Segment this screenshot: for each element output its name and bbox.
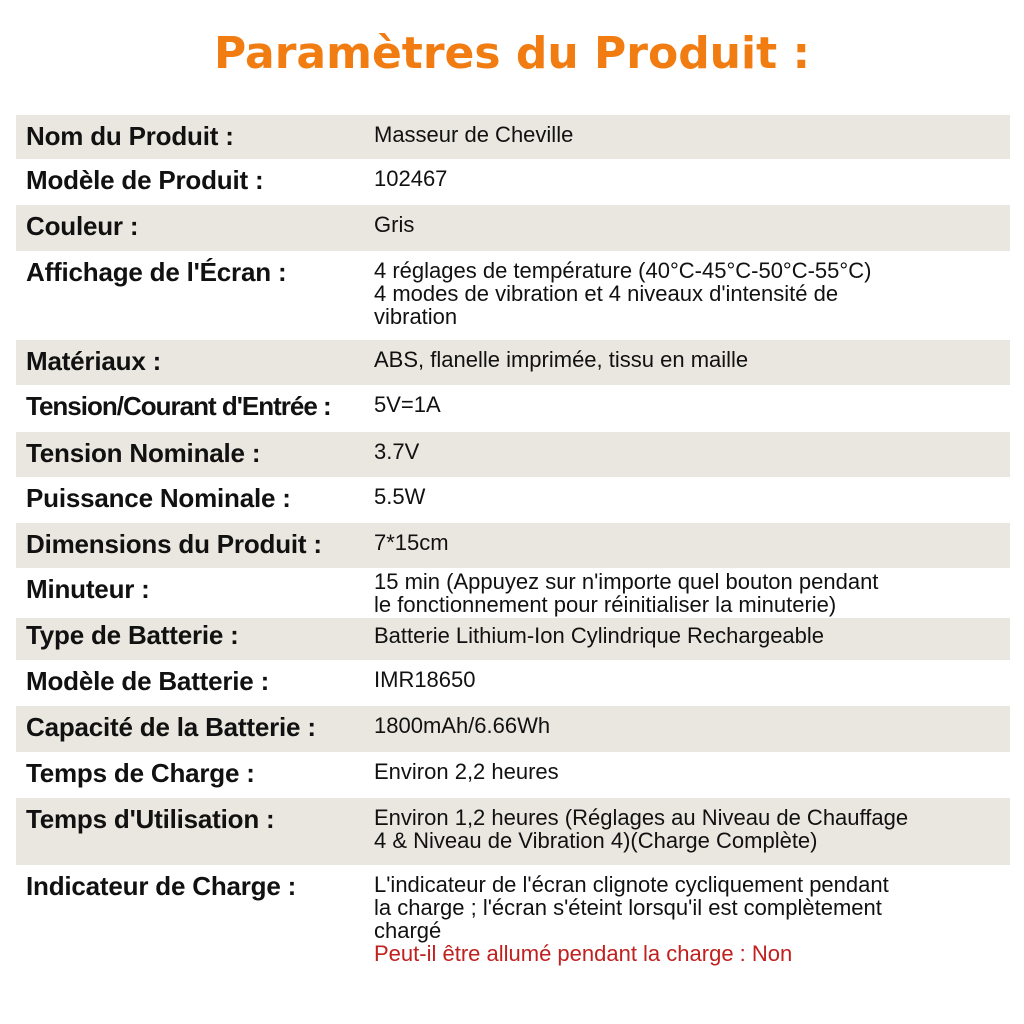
spec-label: Tension/Courant d'Entrée : bbox=[26, 391, 331, 421]
spec-label: Matériaux : bbox=[26, 346, 162, 376]
spec-value-line: Batterie Lithium-Ion Cylindrique Rechargeable bbox=[374, 623, 825, 648]
charge-note: Peut-il être allumé pendant la charge : Non bbox=[374, 941, 793, 966]
spec-value-line: le fonctionnement pour réinitialiser la minuterie) bbox=[374, 592, 837, 617]
spec-value bbox=[362, 660, 1010, 706]
spec-value-line: Masseur de Cheville bbox=[374, 122, 574, 147]
spec-row-dimensions bbox=[16, 523, 1010, 568]
spec-label: Modèle de Batterie : bbox=[26, 666, 270, 696]
spec-label: Temps d'Utilisation : bbox=[26, 804, 275, 834]
spec-value bbox=[362, 159, 1010, 205]
spec-value bbox=[362, 568, 1010, 618]
spec-row-charge-time bbox=[16, 752, 1010, 798]
spec-value-line: 3.7V bbox=[374, 439, 420, 464]
spec-value-line: 5.5W bbox=[374, 484, 426, 509]
spec-row-battery-model bbox=[16, 660, 1010, 706]
spec-value-line: 4 & Niveau de Vibration 4)(Charge Complète) bbox=[374, 828, 818, 853]
spec-value-line: 102467 bbox=[374, 166, 448, 191]
spec-label: Capacité de la Batterie : bbox=[26, 712, 316, 742]
spec-row-materials bbox=[16, 340, 1010, 385]
spec-value-line: la charge ; l'écran s'éteint lorsqu'il est complètement bbox=[374, 895, 882, 920]
spec-label: Affichage de l'Écran : bbox=[26, 257, 287, 287]
spec-value-line: IMR18650 bbox=[374, 667, 476, 692]
spec-value-line: Environ 1,2 heures (Réglages au Niveau de Chauffage bbox=[374, 805, 909, 830]
spec-value bbox=[362, 340, 1010, 385]
spec-label: Modèle de Produit : bbox=[26, 165, 264, 195]
spec-row-charge-indicator bbox=[16, 865, 1010, 985]
spec-row-timer bbox=[16, 568, 1010, 618]
spec-value-line: ABS, flanelle imprimée, tissu en maille bbox=[374, 347, 749, 372]
spec-label: Tension Nominale : bbox=[26, 438, 261, 468]
spec-row-rated-power bbox=[16, 477, 1010, 523]
spec-value bbox=[362, 432, 1010, 477]
spec-value-line: 1800mAh/6.66Wh bbox=[374, 713, 551, 738]
spec-value-line: 4 réglages de température (40°C-45°C-50°C-55°C) bbox=[374, 258, 872, 283]
spec-value bbox=[362, 618, 1010, 660]
spec-row-usage-time bbox=[16, 798, 1010, 865]
spec-value bbox=[362, 798, 1010, 865]
spec-value bbox=[362, 706, 1010, 752]
spec-value-line: 15 min (Appuyez sur n'importe quel bouton pendant bbox=[374, 569, 879, 594]
spec-value bbox=[362, 477, 1010, 523]
spec-row-color bbox=[16, 205, 1010, 251]
spec-value-line: chargé bbox=[374, 918, 442, 943]
spec-value bbox=[362, 115, 1010, 159]
spec-value-line: L'indicateur de l'écran clignote cycliquement pendant bbox=[374, 872, 889, 897]
spec-value bbox=[362, 205, 1010, 251]
spec-value-line: 5V=1A bbox=[374, 392, 441, 417]
spec-value bbox=[362, 385, 1010, 432]
spec-label: Minuteur : bbox=[26, 574, 150, 604]
spec-value bbox=[362, 752, 1010, 798]
spec-row-product-model bbox=[16, 159, 1010, 205]
spec-row-rated-voltage bbox=[16, 432, 1010, 477]
spec-label: Nom du Produit : bbox=[26, 121, 234, 151]
spec-label: Type de Batterie : bbox=[26, 620, 239, 650]
spec-row-input-voltage bbox=[16, 385, 1010, 432]
spec-value-line: 4 modes de vibration et 4 niveaux d'intensité de bbox=[374, 281, 839, 306]
spec-value-line: Environ 2,2 heures bbox=[374, 759, 559, 784]
spec-label: Dimensions du Produit : bbox=[26, 529, 322, 559]
spec-row-product-name bbox=[16, 115, 1010, 159]
spec-row-battery-type bbox=[16, 618, 1010, 660]
spec-table bbox=[16, 115, 1010, 985]
spec-label: Couleur : bbox=[26, 211, 139, 241]
spec-label: Temps de Charge : bbox=[26, 758, 255, 788]
spec-value-line: vibration bbox=[374, 304, 458, 329]
spec-value bbox=[362, 251, 1010, 340]
spec-label: Indicateur de Charge : bbox=[26, 871, 297, 901]
spec-value-line: Gris bbox=[374, 212, 415, 237]
spec-row-screen-display bbox=[16, 251, 1010, 340]
spec-label: Puissance Nominale : bbox=[26, 483, 291, 513]
spec-value bbox=[362, 523, 1010, 568]
page-title: Paramètres du Produit : bbox=[213, 28, 811, 79]
spec-value bbox=[362, 865, 1010, 985]
spec-value-line: 7*15cm bbox=[374, 530, 449, 555]
spec-row-battery-capacity bbox=[16, 706, 1010, 752]
